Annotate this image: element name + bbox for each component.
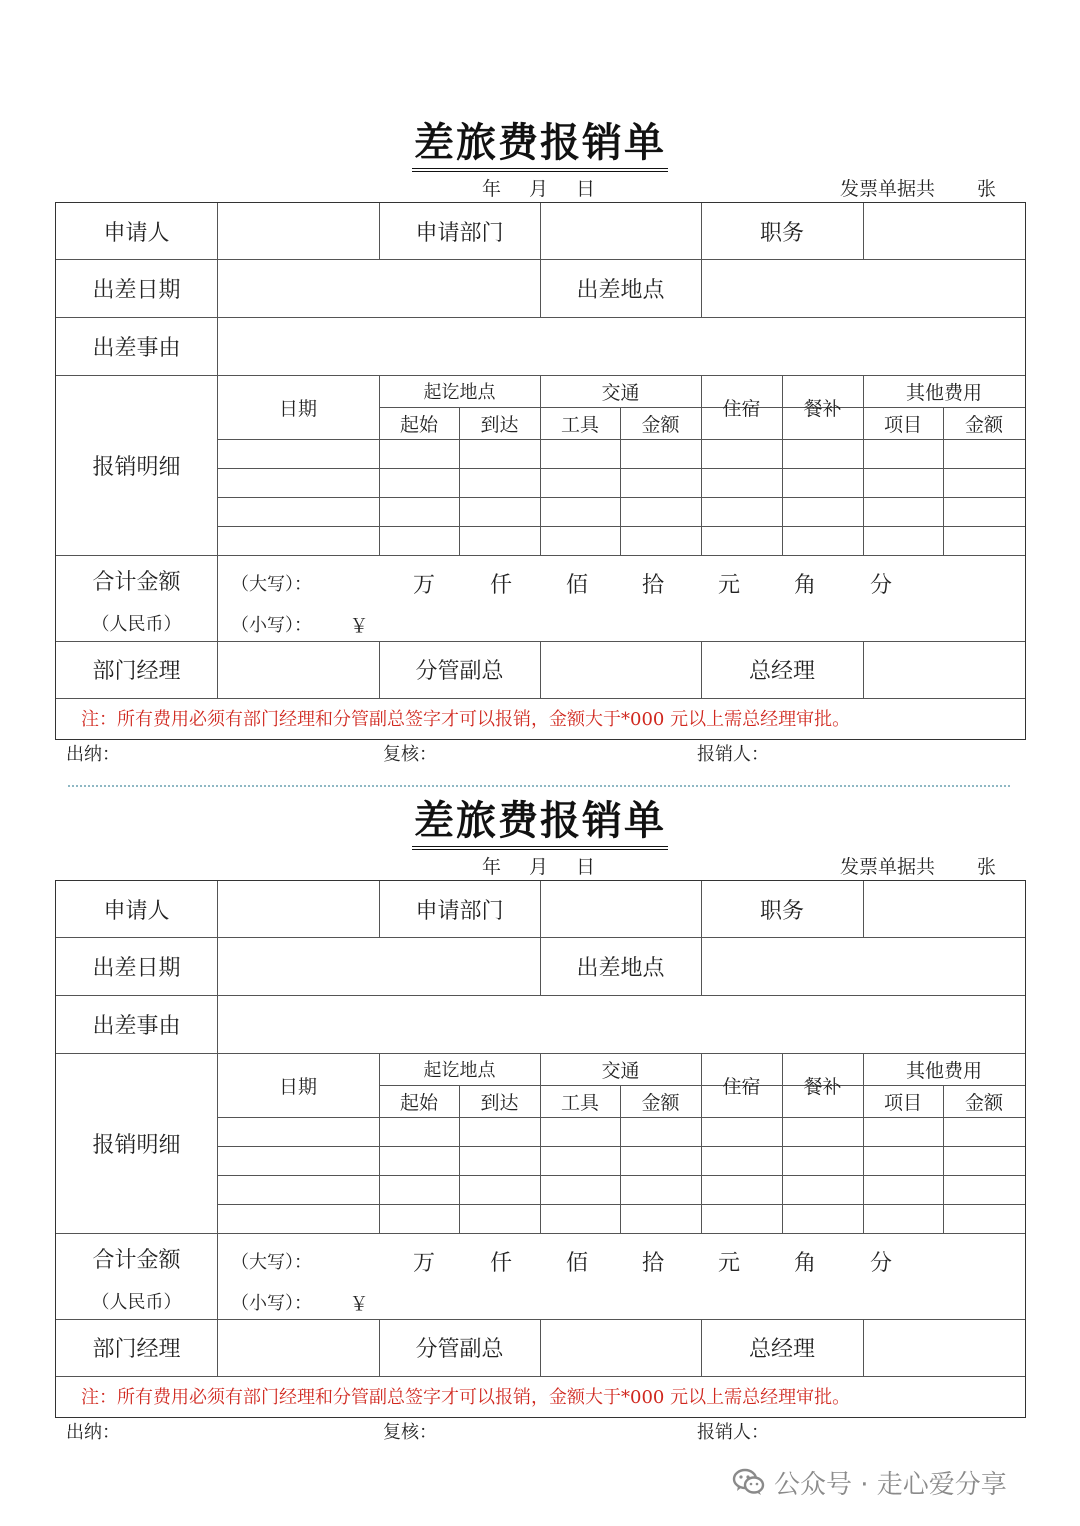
detail-transport-amount: 金额 xyxy=(641,413,680,436)
trip-reason-field[interactable] xyxy=(217,317,1025,375)
form-title-row xyxy=(0,118,1080,172)
approval-note: 注：所有费用必须有部门经理和分管副总签字才可以报销，金额大于*000 元以上需总经理审批。 xyxy=(81,1387,851,1408)
deputy-label: 分管副总 xyxy=(415,659,504,684)
dept-manager-field[interactable] xyxy=(217,1319,379,1376)
unit-qian: 仟 xyxy=(489,572,512,598)
unit-jiao: 角 xyxy=(793,1250,816,1276)
total-lowercase-label: （小写）： xyxy=(231,615,312,636)
trip-place-label: 出差地点 xyxy=(576,955,665,981)
gm-label: 总经理 xyxy=(748,659,815,684)
detail-route-header: 起讫地点 xyxy=(423,382,496,403)
total-uppercase-label: （大写）： xyxy=(231,1252,312,1273)
form-title: 差旅费报销单 xyxy=(412,118,668,172)
trip-date-field[interactable] xyxy=(217,259,540,317)
detail-transport-amount: 金额 xyxy=(641,1091,680,1114)
cashier-label: 出纳： xyxy=(66,1422,120,1443)
cashier-label: 出纳： xyxy=(66,744,120,765)
date-line xyxy=(482,174,623,201)
department-label: 申请部门 xyxy=(415,220,504,246)
form-table xyxy=(55,880,1026,1418)
trip-reason-label: 出差事由 xyxy=(92,1013,181,1039)
watermark-text: 公众号 · 走心爱分享 xyxy=(774,1469,1007,1500)
detail-route-to: 到达 xyxy=(480,1091,519,1114)
unit-fen: 分 xyxy=(869,572,892,598)
detail-other-item: 项目 xyxy=(883,1091,922,1114)
gm-label: 总经理 xyxy=(748,1337,815,1362)
department-label: 申请部门 xyxy=(415,898,504,924)
unit-yuan: 元 xyxy=(717,572,740,598)
date-year: 年 xyxy=(482,178,502,200)
detail-date-header: 日期 xyxy=(278,1075,317,1098)
gm-field[interactable] xyxy=(863,1319,1025,1376)
total-label: 合计金额 xyxy=(92,569,181,595)
detail-transport-tool: 工具 xyxy=(560,413,599,436)
position-field[interactable] xyxy=(863,203,1025,259)
detail-route-header: 起讫地点 xyxy=(423,1060,496,1081)
date-month: 月 xyxy=(529,178,549,200)
total-currency: （人民币） xyxy=(91,1292,182,1313)
invoice-count xyxy=(840,852,996,879)
unit-jiao: 角 xyxy=(793,572,816,598)
detail-transport-header: 交通 xyxy=(601,381,640,404)
date-day: 日 xyxy=(576,856,596,878)
expense-form-2 xyxy=(0,678,1080,1443)
form-title-row xyxy=(0,796,1080,850)
dept-manager-label: 部门经理 xyxy=(92,1337,181,1362)
total-label: 合计金额 xyxy=(92,1247,181,1273)
form-title: 差旅费报销单 xyxy=(412,796,668,850)
unit-wan: 万 xyxy=(412,1250,435,1276)
claimant-label: 报销人： xyxy=(697,1422,769,1443)
detail-other-item: 项目 xyxy=(883,413,922,436)
unit-shi: 拾 xyxy=(641,1250,664,1276)
invoice-unit: 张 xyxy=(977,178,997,200)
total-currency: （人民币） xyxy=(91,614,182,635)
invoice-label: 发票单据共 xyxy=(840,178,936,200)
detail-other-amount: 金额 xyxy=(964,413,1003,436)
date-month: 月 xyxy=(529,856,549,878)
date-line xyxy=(482,852,623,879)
trip-place-field[interactable] xyxy=(701,259,1025,317)
form-table xyxy=(55,202,1026,740)
unit-fen: 分 xyxy=(869,1250,892,1276)
trip-reason-field[interactable] xyxy=(217,995,1025,1053)
detail-other-amount: 金额 xyxy=(964,1091,1003,1114)
invoice-label: 发票单据共 xyxy=(840,856,936,878)
detail-route-from: 起始 xyxy=(399,413,438,436)
trip-date-label: 出差日期 xyxy=(92,955,181,981)
department-field[interactable] xyxy=(540,881,701,937)
wechat-icon xyxy=(732,1467,766,1497)
yen-symbol: ￥ xyxy=(349,614,369,637)
detail-route-from: 起始 xyxy=(399,1091,438,1114)
date-year: 年 xyxy=(482,856,502,878)
trip-date-field[interactable] xyxy=(217,937,540,995)
detail-meal-header: 餐补 xyxy=(803,1075,842,1098)
watermark xyxy=(732,1462,1052,1502)
cut-separator xyxy=(68,785,1010,787)
applicant-field[interactable] xyxy=(217,203,379,259)
applicant-field[interactable] xyxy=(217,881,379,937)
approval-note: 注：所有费用必须有部门经理和分管副总签字才可以报销，金额大于*000 元以上需总经理审批。 xyxy=(81,709,851,730)
detail-label: 报销明细 xyxy=(92,454,181,480)
detail-lodging-header: 住宿 xyxy=(722,1075,761,1098)
detail-label: 报销明细 xyxy=(92,1132,181,1158)
unit-yuan: 元 xyxy=(717,1250,740,1276)
deputy-field[interactable] xyxy=(540,1319,701,1376)
position-label: 职务 xyxy=(759,898,804,924)
detail-lodging-header: 住宿 xyxy=(722,397,761,420)
trip-date-label: 出差日期 xyxy=(92,277,181,303)
department-field[interactable] xyxy=(540,203,701,259)
claimant-label: 报销人： xyxy=(697,744,769,765)
position-label: 职务 xyxy=(759,220,804,246)
trip-reason-label: 出差事由 xyxy=(92,335,181,361)
deputy-label: 分管副总 xyxy=(415,1337,504,1362)
date-day: 日 xyxy=(576,178,596,200)
yen-symbol: ￥ xyxy=(349,1292,369,1315)
detail-other-header: 其他费用 xyxy=(905,1059,982,1082)
invoice-count xyxy=(840,174,996,201)
unit-bai: 佰 xyxy=(565,1250,588,1276)
detail-route-to: 到达 xyxy=(480,413,519,436)
dept-manager-label: 部门经理 xyxy=(92,659,181,684)
review-label: 复核： xyxy=(383,1422,437,1443)
detail-transport-tool: 工具 xyxy=(560,1091,599,1114)
trip-place-field[interactable] xyxy=(701,937,1025,995)
unit-wan: 万 xyxy=(412,572,435,598)
invoice-unit: 张 xyxy=(977,856,997,878)
applicant-label: 申请人 xyxy=(103,220,170,246)
detail-meal-header: 餐补 xyxy=(803,397,842,420)
total-lowercase-label: （小写）： xyxy=(231,1293,312,1314)
review-label: 复核： xyxy=(383,744,437,765)
trip-place-label: 出差地点 xyxy=(576,277,665,303)
unit-bai: 佰 xyxy=(565,572,588,598)
detail-transport-header: 交通 xyxy=(601,1059,640,1082)
total-uppercase-label: （大写）： xyxy=(231,574,312,595)
applicant-label: 申请人 xyxy=(103,898,170,924)
unit-shi: 拾 xyxy=(641,572,664,598)
detail-other-header: 其他费用 xyxy=(905,381,982,404)
unit-qian: 仟 xyxy=(489,1250,512,1276)
position-field[interactable] xyxy=(863,881,1025,937)
detail-date-header: 日期 xyxy=(278,397,317,420)
